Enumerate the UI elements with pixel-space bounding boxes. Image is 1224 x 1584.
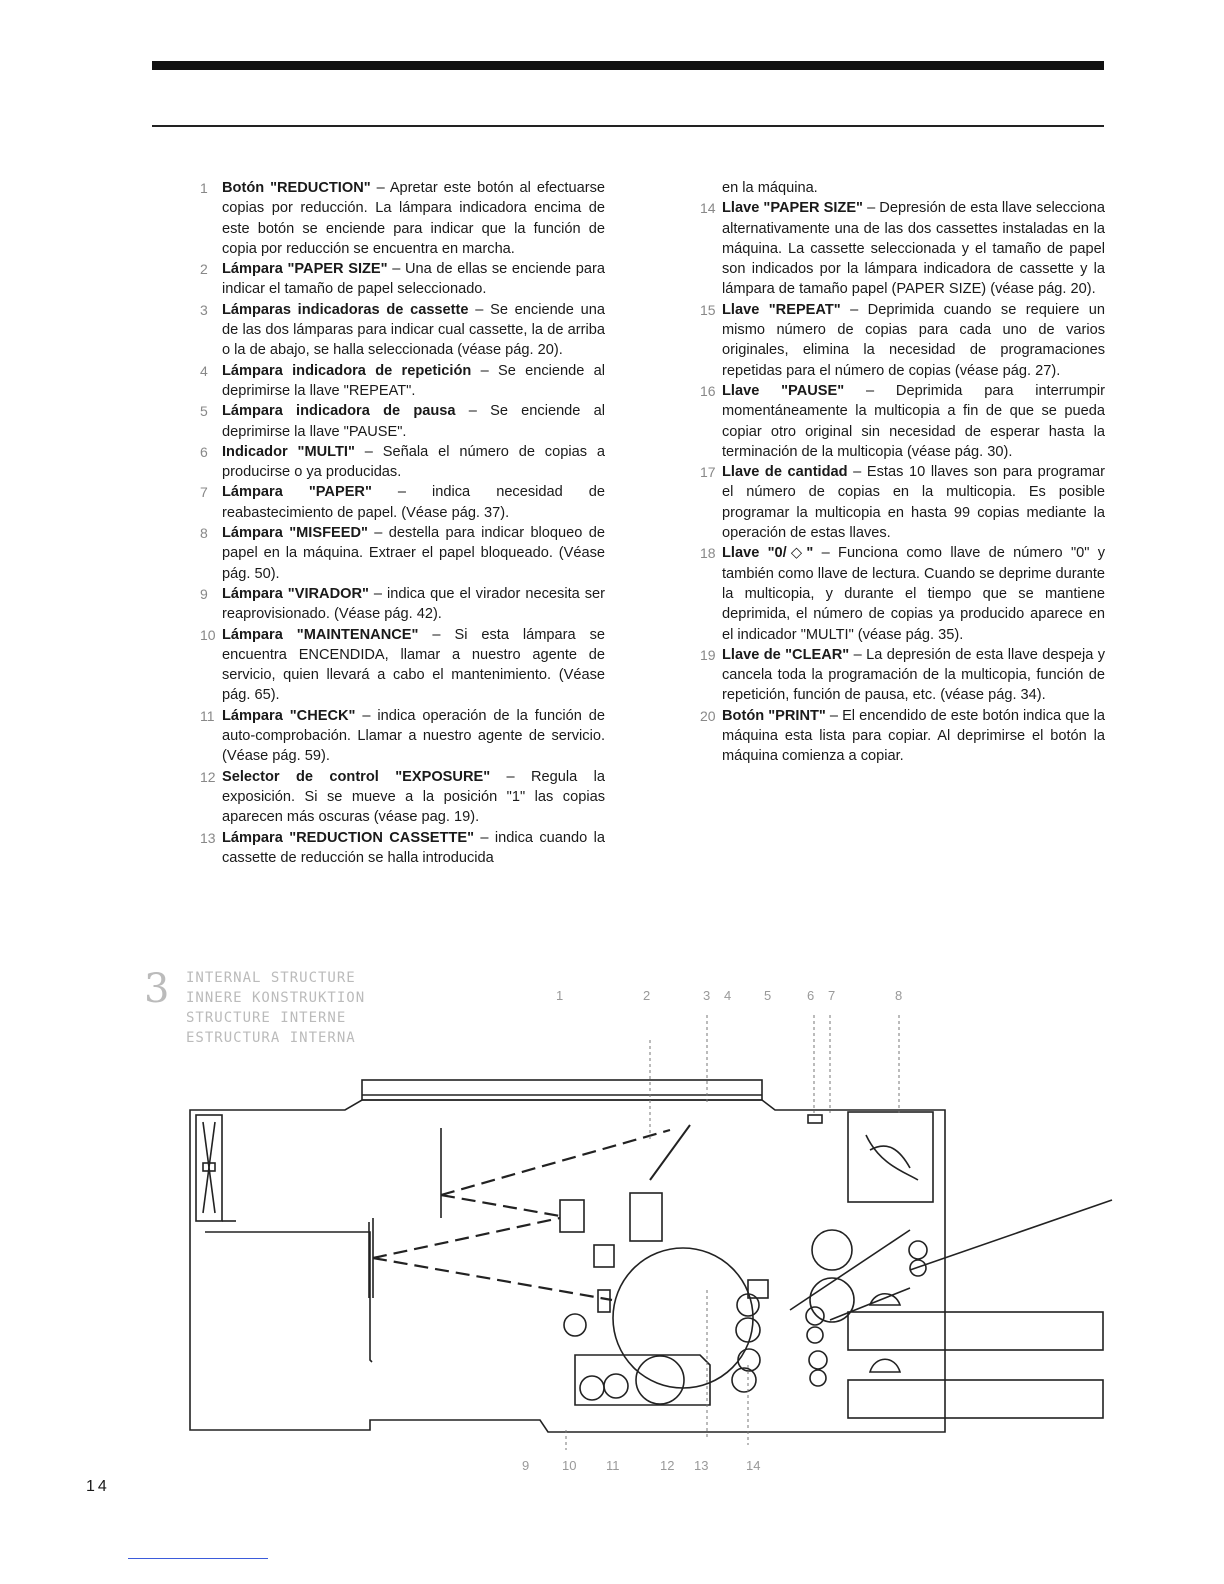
callout-7: 7	[828, 988, 836, 1003]
item-text: – destella para indicar bloqueo de papel en la máquina. Extraer el papel bloqueado. (Véase pág. 50).	[222, 525, 605, 582]
cassette-upper	[848, 1312, 1103, 1350]
callout-1: 1	[556, 988, 564, 1003]
item-term: Botón "PRINT"	[722, 707, 826, 724]
machine-housing	[190, 1100, 945, 1432]
item-number: 19	[700, 646, 716, 663]
photo-drum	[613, 1248, 753, 1388]
item-text: – Una de ellas se enciende para indicar el tamaño de papel seleccionado.	[222, 261, 605, 298]
item-number: 20	[700, 707, 716, 724]
item-text: – La depresión de esta llave despeja y cancela toda la programación de la multicopia, función de repetición, función de pausa, etc. (véase pág. 34).	[722, 646, 1106, 704]
item-term: Lámpara "CHECK"	[222, 707, 356, 724]
item-term: Llave "PAUSE"	[722, 382, 845, 399]
item-term: Llave de "CLEAR"	[722, 646, 850, 663]
item-term: Lámpara indicadora de repetición	[222, 362, 472, 379]
item-term: Lámpara "MISFEED"	[222, 525, 368, 542]
callout-10: 10	[562, 1458, 577, 1473]
item-text: – Estas 10 llaves son para programar el número de copias en la multicopia. Es posible programar la multicopia en hasta 99 copias mediante la operación de estas llaves.	[722, 464, 1105, 542]
item-number: 13	[200, 829, 216, 846]
item-number: 14	[700, 200, 716, 217]
item-number: 7	[200, 484, 208, 501]
section-mark: 3	[144, 966, 170, 1012]
item-number: 5	[200, 403, 208, 420]
item-term: Llave de cantidad	[722, 464, 848, 481]
item-number: 17	[700, 464, 716, 481]
item-number: 2	[200, 261, 208, 278]
callout-5: 5	[764, 988, 772, 1003]
item-number: 4	[200, 362, 208, 379]
item-text: – indica necesidad de reabastecimiento de papel. (Véase pág. 37).	[222, 484, 605, 521]
item-term: Llave "REPEAT"	[722, 301, 841, 318]
item-term: Indicador "MULTI"	[222, 443, 355, 460]
item-number: 10	[200, 626, 216, 643]
item-text: – Deprimida para interrumpir momentáneamente la multicopia a fin de que se pueda copiar otro original sin necesidad de esperar hasta la terminación de la multicopia (véase pág. 30).	[722, 382, 1105, 460]
item-number: 11	[200, 707, 215, 724]
item-text: – Apretar este botón al efectuarse copias por reducción. La lámpara indicadora encima de este botón se enciende para indicar que la función de copia por reducción se encuentra en marcha.	[222, 180, 605, 257]
item-number: 9	[200, 585, 208, 602]
item-number: 16	[700, 382, 716, 399]
item-text: – indica que el virador necesita ser reaprovisionado. (Véase pág. 42).	[222, 585, 605, 623]
item-text: – Se enciende una de las dos lámparas para indicar cual cassette, la de arriba o la de abajo, se halla seleccionada (véase pág. 20).	[222, 301, 605, 359]
heading-french: STRUCTURE INTERNE	[186, 1010, 347, 1026]
callout-11: 11	[606, 1458, 620, 1473]
page-number: 14	[86, 1478, 110, 1495]
item-number: 8	[200, 525, 208, 542]
item-text: – indica operación de la función de auto-comprobación. Llamar a nuestro agente de servicio. (Véase pág. 59).	[222, 707, 605, 765]
cassette-lower	[848, 1380, 1103, 1418]
item-term: Lámpara "VIRADOR"	[222, 585, 369, 602]
item-number: 3	[200, 301, 208, 318]
item-text: – Regula la exposición. Si se mueve a la posición "1" las copias aparecen más oscuras (véase pag. 19).	[222, 768, 605, 826]
item-term: Llave "0/◇"	[722, 545, 814, 562]
fuser-roller-top	[812, 1230, 852, 1270]
platen-glass	[362, 1080, 762, 1100]
callout-2: 2	[643, 988, 651, 1003]
item-number: 15	[700, 301, 716, 318]
callout-9: 9	[522, 1458, 530, 1473]
heading-german: INNERE KONSTRUKTION	[186, 990, 366, 1006]
item-text: – indica cuando la cassette de reducción se halla introducida	[222, 829, 605, 866]
callout-3: 3	[703, 988, 711, 1003]
callout-12: 12	[660, 1458, 675, 1473]
footer-line	[128, 1558, 268, 1559]
item-text: – Funciona como llave de número "0" y también como llave de lectura. Cuando se deprime durante la multicopia, y durante el tiempo que se mantiene deprimida, el número de copias ya producido aparece en el indicador "MULTI" (véase pág. 35).	[722, 545, 1106, 643]
callout-6: 6	[807, 988, 815, 1003]
heading-spanish: ESTRUCTURA INTERNA	[186, 1030, 356, 1046]
item-text: – Si esta lámpara se encuentra ENCENDIDA, llamar a nuestro agente de servicio, quien llevará a cabo el mantenimiento. (Véase pág. 65).	[222, 626, 605, 704]
item-text: – Se enciende al deprimirse la llave "REPEAT".	[222, 362, 605, 399]
item-term: Lámparas indicadoras de cassette	[222, 301, 469, 318]
callout-4: 4	[724, 988, 732, 1003]
item-term: Botón "REDUCTION"	[222, 180, 371, 196]
item-text: – Depresión de esta llave selecciona alternativamente una de las dos cassettes instaladas en la máquina. La cassette seleccionada y el tamaño de papel son indicados por la lámpara indicadora de cassette y la lámpara de tamaño papel (PAPER SIZE) (véase pág. 20).	[722, 200, 1105, 298]
item-text: en la máquina.	[722, 180, 818, 196]
callout-8: 8	[895, 988, 903, 1003]
item-term: Lámpara "PAPER"	[222, 484, 372, 501]
heading-english: INTERNAL STRUCTURE	[186, 970, 356, 986]
item-text: – El encendido de este botón indica que la máquina esta lista para copiar. Al deprimirse el botón la máquina comienza a copiar.	[722, 707, 1105, 765]
item-term: Selector de control "EXPOSURE"	[222, 768, 491, 785]
item-term: Lámpara "PAPER SIZE"	[222, 261, 388, 278]
callout-14: 14	[746, 1458, 761, 1473]
item-text: – Señala el número de copias a producirse o ya producidas.	[222, 443, 605, 481]
item-term: Llave "PAPER SIZE"	[722, 200, 863, 217]
item-term: Lámpara indicadora de pausa	[222, 403, 456, 420]
item-text: – Se enciende al deprimirse la llave "PAUSE".	[222, 403, 605, 440]
item-term: Lámpara "MAINTENANCE"	[222, 626, 419, 643]
callout-13: 13	[694, 1458, 709, 1473]
item-number: 18	[700, 545, 716, 562]
item-text: – Deprimida cuando se requiere un mismo número de copias para cada uno de varios originales, elimina la necesidad de programaciones repetidas para el número de copias (véase pág. 27).	[722, 301, 1105, 379]
item-number: 1	[200, 180, 208, 196]
item-number: 12	[200, 768, 216, 785]
item-term: Lámpara "REDUCTION CASSETTE"	[222, 829, 475, 846]
item-number: 6	[200, 443, 208, 460]
